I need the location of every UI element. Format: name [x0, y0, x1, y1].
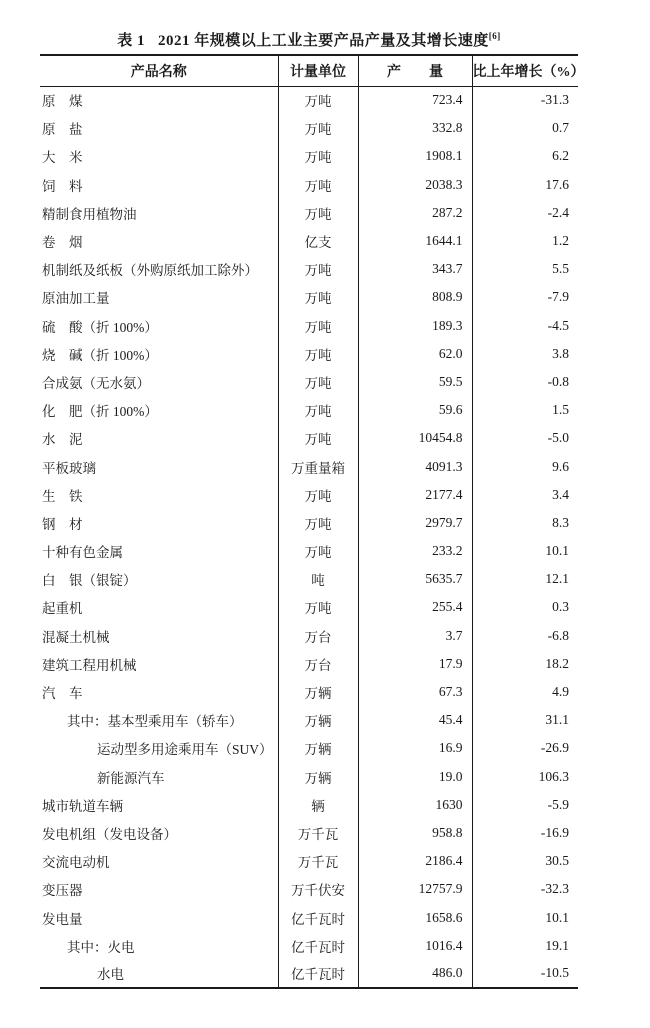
growth-cell: 17.6 [472, 171, 578, 199]
unit-cell: 亿千瓦时 [278, 903, 358, 931]
product-name-cell: 合成氨（无水氨） [42, 375, 150, 391]
growth-cell: 6.2 [472, 142, 578, 170]
output-cell: 486.0 [358, 960, 472, 988]
table-row [40, 847, 578, 875]
output-cell: 1630 [358, 791, 472, 819]
growth-cell: 3.4 [472, 481, 578, 509]
unit-cell: 万台 [278, 650, 358, 678]
table-row [40, 650, 578, 678]
product-name-cell: 原油加工量 [42, 291, 110, 307]
table-row [40, 678, 578, 706]
table-row [40, 340, 578, 368]
growth-cell: 12.1 [472, 565, 578, 593]
growth-cell: 1.5 [472, 396, 578, 424]
output-cell: 2186.4 [358, 847, 472, 875]
table-row [40, 424, 578, 452]
output-cell: 1908.1 [358, 142, 472, 170]
output-cell: 62.0 [358, 340, 472, 368]
table-row [40, 142, 578, 170]
growth-cell: -5.0 [472, 424, 578, 452]
unit-cell: 万吨 [278, 199, 358, 227]
table-row [40, 86, 578, 114]
output-cell: 1644.1 [358, 227, 472, 255]
product-name-cell: 原 煤 [42, 94, 83, 110]
unit-cell: 亿千瓦时 [278, 960, 358, 988]
table-header-row [40, 55, 578, 86]
table-row [40, 565, 578, 593]
table-row [40, 227, 578, 255]
unit-cell: 万吨 [278, 255, 358, 283]
product-name-cell: 机制纸及纸板（外购原纸加工除外） [42, 263, 258, 279]
unit-cell: 万吨 [278, 509, 358, 537]
column-header-product-name: 产品名称 [40, 55, 278, 86]
unit-cell: 辆 [278, 791, 358, 819]
table-row [40, 114, 578, 142]
unit-cell: 万吨 [278, 368, 358, 396]
output-cell: 59.5 [358, 368, 472, 396]
output-cell: 67.3 [358, 678, 472, 706]
growth-cell: 1.2 [472, 227, 578, 255]
product-name-cell: 烧 碱（折 100%） [42, 347, 158, 363]
growth-cell: -16.9 [472, 819, 578, 847]
table-row [40, 875, 578, 903]
product-name-cell: 精制食用植物油 [42, 206, 137, 222]
product-name-cell: 白 银（银锭） [42, 573, 137, 589]
growth-cell: 18.2 [472, 650, 578, 678]
table-row [40, 593, 578, 621]
footnote-reference: [6] [488, 31, 501, 41]
unit-cell: 万吨 [278, 114, 358, 142]
unit-cell: 万吨 [278, 142, 358, 170]
table-row [40, 622, 578, 650]
unit-cell: 万千瓦 [278, 819, 358, 847]
growth-cell: -5.9 [472, 791, 578, 819]
output-cell: 45.4 [358, 706, 472, 734]
unit-cell: 亿千瓦时 [278, 932, 358, 960]
product-name-cell: 运动型多用途乘用车（SUV） [97, 742, 273, 758]
growth-cell: 0.7 [472, 114, 578, 142]
unit-cell: 万千瓦 [278, 847, 358, 875]
unit-cell: 万吨 [278, 537, 358, 565]
industrial-output-table [40, 54, 585, 989]
product-name-cell: 钢 材 [42, 516, 83, 532]
growth-cell: -32.3 [472, 875, 578, 903]
table-row [40, 283, 578, 311]
growth-cell: -2.4 [472, 199, 578, 227]
table-row [40, 509, 578, 537]
growth-cell: 31.1 [472, 706, 578, 734]
table-row [40, 791, 578, 819]
unit-cell: 万吨 [278, 424, 358, 452]
table-row [40, 932, 578, 960]
table-row [40, 734, 578, 762]
table-title-label: 表 1 [117, 33, 145, 49]
output-cell: 10454.8 [358, 424, 472, 452]
unit-cell: 万千伏安 [278, 875, 358, 903]
growth-cell: -31.3 [472, 86, 578, 114]
unit-cell: 万辆 [278, 763, 358, 791]
product-name-cell: 起重机 [42, 601, 83, 617]
unit-cell: 万台 [278, 622, 358, 650]
output-cell: 1658.6 [358, 903, 472, 931]
output-cell: 1016.4 [358, 932, 472, 960]
table-row [40, 763, 578, 791]
growth-cell: 30.5 [472, 847, 578, 875]
growth-cell: 3.8 [472, 340, 578, 368]
table-row [40, 481, 578, 509]
product-name-cell: 生 铁 [42, 488, 83, 504]
output-cell: 2177.4 [358, 481, 472, 509]
table-row [40, 255, 578, 283]
table-row [40, 368, 578, 396]
table-row [40, 960, 578, 988]
table-row [40, 819, 578, 847]
output-cell: 287.2 [358, 199, 472, 227]
growth-cell: -26.9 [472, 734, 578, 762]
product-name-cell: 交流电动机 [42, 855, 110, 871]
table-row [40, 199, 578, 227]
unit-cell: 万辆 [278, 734, 358, 762]
column-header-unit: 计量单位 [278, 55, 358, 86]
growth-cell: 8.3 [472, 509, 578, 537]
product-name-cell: 变压器 [42, 883, 83, 899]
product-name-cell: 混凝土机械 [42, 629, 110, 645]
product-name-cell: 发电量 [42, 911, 83, 927]
product-name-cell: 汽 车 [42, 686, 83, 702]
growth-cell: 0.3 [472, 593, 578, 621]
unit-cell: 万吨 [278, 171, 358, 199]
output-cell: 4091.3 [358, 452, 472, 480]
product-name-cell: 发电机组（发电设备） [42, 826, 177, 842]
output-cell: 5635.7 [358, 565, 472, 593]
output-cell: 233.2 [358, 537, 472, 565]
unit-cell: 万吨 [278, 396, 358, 424]
growth-cell: -7.9 [472, 283, 578, 311]
product-name-cell: 平板玻璃 [42, 460, 96, 476]
unit-cell: 万辆 [278, 706, 358, 734]
unit-cell: 万重量箱 [278, 452, 358, 480]
growth-cell: 10.1 [472, 537, 578, 565]
output-cell: 16.9 [358, 734, 472, 762]
table-header [40, 55, 585, 86]
column-header-growth: 比上年增长（%） [472, 55, 578, 86]
unit-cell: 万吨 [278, 593, 358, 621]
unit-cell: 万辆 [278, 678, 358, 706]
output-cell: 723.4 [358, 86, 472, 114]
unit-cell: 吨 [278, 565, 358, 593]
product-name-cell: 硫 酸（折 100%） [42, 319, 158, 335]
output-cell: 189.3 [358, 312, 472, 340]
growth-cell: -10.5 [472, 960, 578, 988]
output-cell: 17.9 [358, 650, 472, 678]
unit-cell: 万吨 [278, 340, 358, 368]
output-cell: 12757.9 [358, 875, 472, 903]
table-row [40, 171, 578, 199]
product-name-cell: 其中：基本型乘用车（轿车） [67, 714, 243, 730]
table-row [40, 312, 578, 340]
product-name-cell: 新能源汽车 [97, 770, 165, 786]
unit-cell: 万吨 [278, 481, 358, 509]
table-row [40, 452, 578, 480]
product-name-cell: 城市轨道车辆 [42, 798, 123, 814]
product-name-cell: 饲 料 [42, 178, 83, 194]
table-row [40, 706, 578, 734]
growth-cell: -0.8 [472, 368, 578, 396]
unit-cell: 万吨 [278, 86, 358, 114]
product-name-cell: 水 泥 [42, 432, 83, 448]
output-cell: 958.8 [358, 819, 472, 847]
table-row [40, 396, 578, 424]
table-title-text: 2021 年规模以上工业主要产品产量及其增长速度 [158, 33, 489, 49]
table-body [40, 86, 578, 988]
product-name-cell: 其中：火电 [67, 939, 135, 955]
growth-cell: 10.1 [472, 903, 578, 931]
table-row [40, 537, 578, 565]
unit-cell: 万吨 [278, 283, 358, 311]
output-cell: 59.6 [358, 396, 472, 424]
output-cell: 2038.3 [358, 171, 472, 199]
growth-cell: 5.5 [472, 255, 578, 283]
output-cell: 255.4 [358, 593, 472, 621]
unit-cell: 万吨 [278, 312, 358, 340]
unit-cell: 亿支 [278, 227, 358, 255]
product-name-cell: 卷 烟 [42, 235, 83, 251]
growth-cell: 19.1 [472, 932, 578, 960]
product-name-cell: 原 盐 [42, 122, 83, 138]
table-row [40, 903, 578, 931]
product-name-cell: 大 米 [42, 150, 83, 166]
growth-cell: -4.5 [472, 312, 578, 340]
product-name-cell: 化 肥（折 100%） [42, 404, 158, 420]
output-cell: 808.9 [358, 283, 472, 311]
table-title [40, 29, 578, 50]
product-name-cell: 十种有色金属 [42, 545, 123, 561]
growth-cell: 4.9 [472, 678, 578, 706]
growth-cell: 9.6 [472, 452, 578, 480]
growth-cell: -6.8 [472, 622, 578, 650]
output-cell: 343.7 [358, 255, 472, 283]
output-cell: 3.7 [358, 622, 472, 650]
output-cell: 2979.7 [358, 509, 472, 537]
product-name-cell: 水电 [97, 967, 124, 983]
product-name-cell: 建筑工程用机械 [42, 657, 137, 673]
column-header-output: 产 量 [358, 55, 472, 86]
output-cell: 19.0 [358, 763, 472, 791]
output-cell: 332.8 [358, 114, 472, 142]
growth-cell: 106.3 [472, 763, 578, 791]
